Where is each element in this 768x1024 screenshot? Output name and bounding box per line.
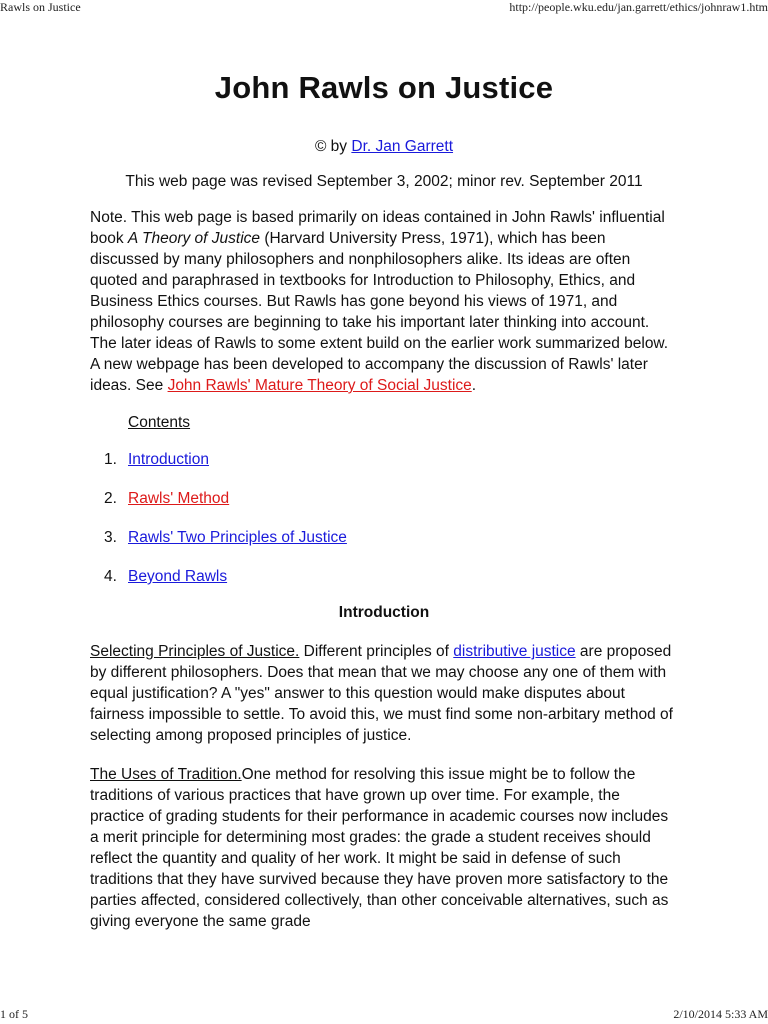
toc-number: 2. — [104, 490, 117, 507]
section-heading-introduction: Introduction — [338, 604, 430, 621]
byline — [90, 136, 678, 157]
toc-item-beyond-rawls — [104, 566, 678, 587]
print-header-url: http://people.wku.edu/jan.garrett/ethics/johnraw1.htm — [509, 0, 768, 14]
page-content — [90, 60, 678, 932]
toc-number: 1. — [104, 451, 117, 468]
paragraph-lead: The Uses of Tradition. — [90, 766, 242, 783]
toc-link-introduction[interactable]: Introduction — [128, 451, 209, 468]
paragraph-text: One method for resolving this issue might be to follow the traditions of various practices that have grown up over time. For example, the practice of grading students for their performance in academic courses now includes a merit principle for determining most grades: the grade a student receives should reflect the quantity and quality of her work. It might be said in defense of such traditions that they have survived because they have proven more satisfactory to the parties affected, considered collectively, than other conceivable alternatives, such as giving everyone the same grade — [90, 766, 669, 930]
revision-note: This web page was revised September 3, 2002; minor rev. September 2011 — [125, 173, 643, 190]
toc-link-rawls-method[interactable]: Rawls' Method — [128, 490, 230, 507]
print-timestamp: 2/10/2014 5:33 AM — [673, 1007, 768, 1021]
byline-prefix: © by — [314, 138, 348, 155]
print-header — [0, 0, 768, 16]
toc-item-two-principles — [104, 527, 678, 548]
paragraph-selecting-principles — [90, 641, 678, 746]
contents-heading: Contents — [128, 414, 191, 431]
print-footer — [0, 1008, 768, 1024]
mature-theory-link[interactable]: John Rawls' Mature Theory of Social Justice — [167, 377, 472, 394]
page-count: 1 of 5 — [0, 1007, 28, 1021]
note-text-1: Note. This web page is based primarily on ideas contained in John Rawls' influential book — [90, 209, 665, 247]
book-title: A Theory of Justice — [127, 230, 261, 247]
author-link[interactable]: Dr. Jan Garrett — [351, 138, 454, 155]
paragraph-text: are proposed by different philosophers. Does that mean that we may choose any one of them with equal justification? A "yes" answer to this question would make disputes about fairness impossible to settle. To avoid this, we must find some non-arbitary method of selecting among proposed principles of justice. — [90, 643, 673, 744]
toc-link-beyond-rawls[interactable]: Beyond Rawls — [128, 568, 228, 585]
note-end: . — [471, 377, 477, 394]
print-header-title: Rawls on Justice — [0, 0, 81, 14]
paragraph-lead: Selecting Principles of Justice. — [90, 643, 300, 660]
paragraph-uses-of-tradition — [90, 764, 678, 932]
distributive-justice-link[interactable]: distributive justice — [453, 643, 576, 660]
toc-item-rawls-method — [104, 488, 678, 509]
paragraph-text: Different principles of — [299, 643, 454, 660]
table-of-contents — [90, 449, 678, 587]
page-title: John Rawls on Justice — [214, 70, 554, 105]
toc-item-introduction — [104, 449, 678, 470]
toc-number: 3. — [104, 529, 117, 546]
note-text-2: (Harvard University Press, 1971), which has been discussed by many philosophers and nonphilosophers alike. Its ideas are often quoted and paraphrased in textbooks for Introduction to Philosophy, Ethics, and Business Ethics courses. But Rawls has gone beyond his views of 1971, and philosophy courses are beginning to take his important later thinking into account. The later ideas of Rawls to some extent build on the earlier work summarized below. A new webpage has been developed to accompany the discussion of Rawls' later ideas. See — [90, 230, 669, 394]
toc-number: 4. — [104, 568, 117, 585]
intro-note — [90, 207, 678, 396]
toc-link-two-principles[interactable]: Rawls' Two Principles of Justice — [128, 529, 347, 546]
